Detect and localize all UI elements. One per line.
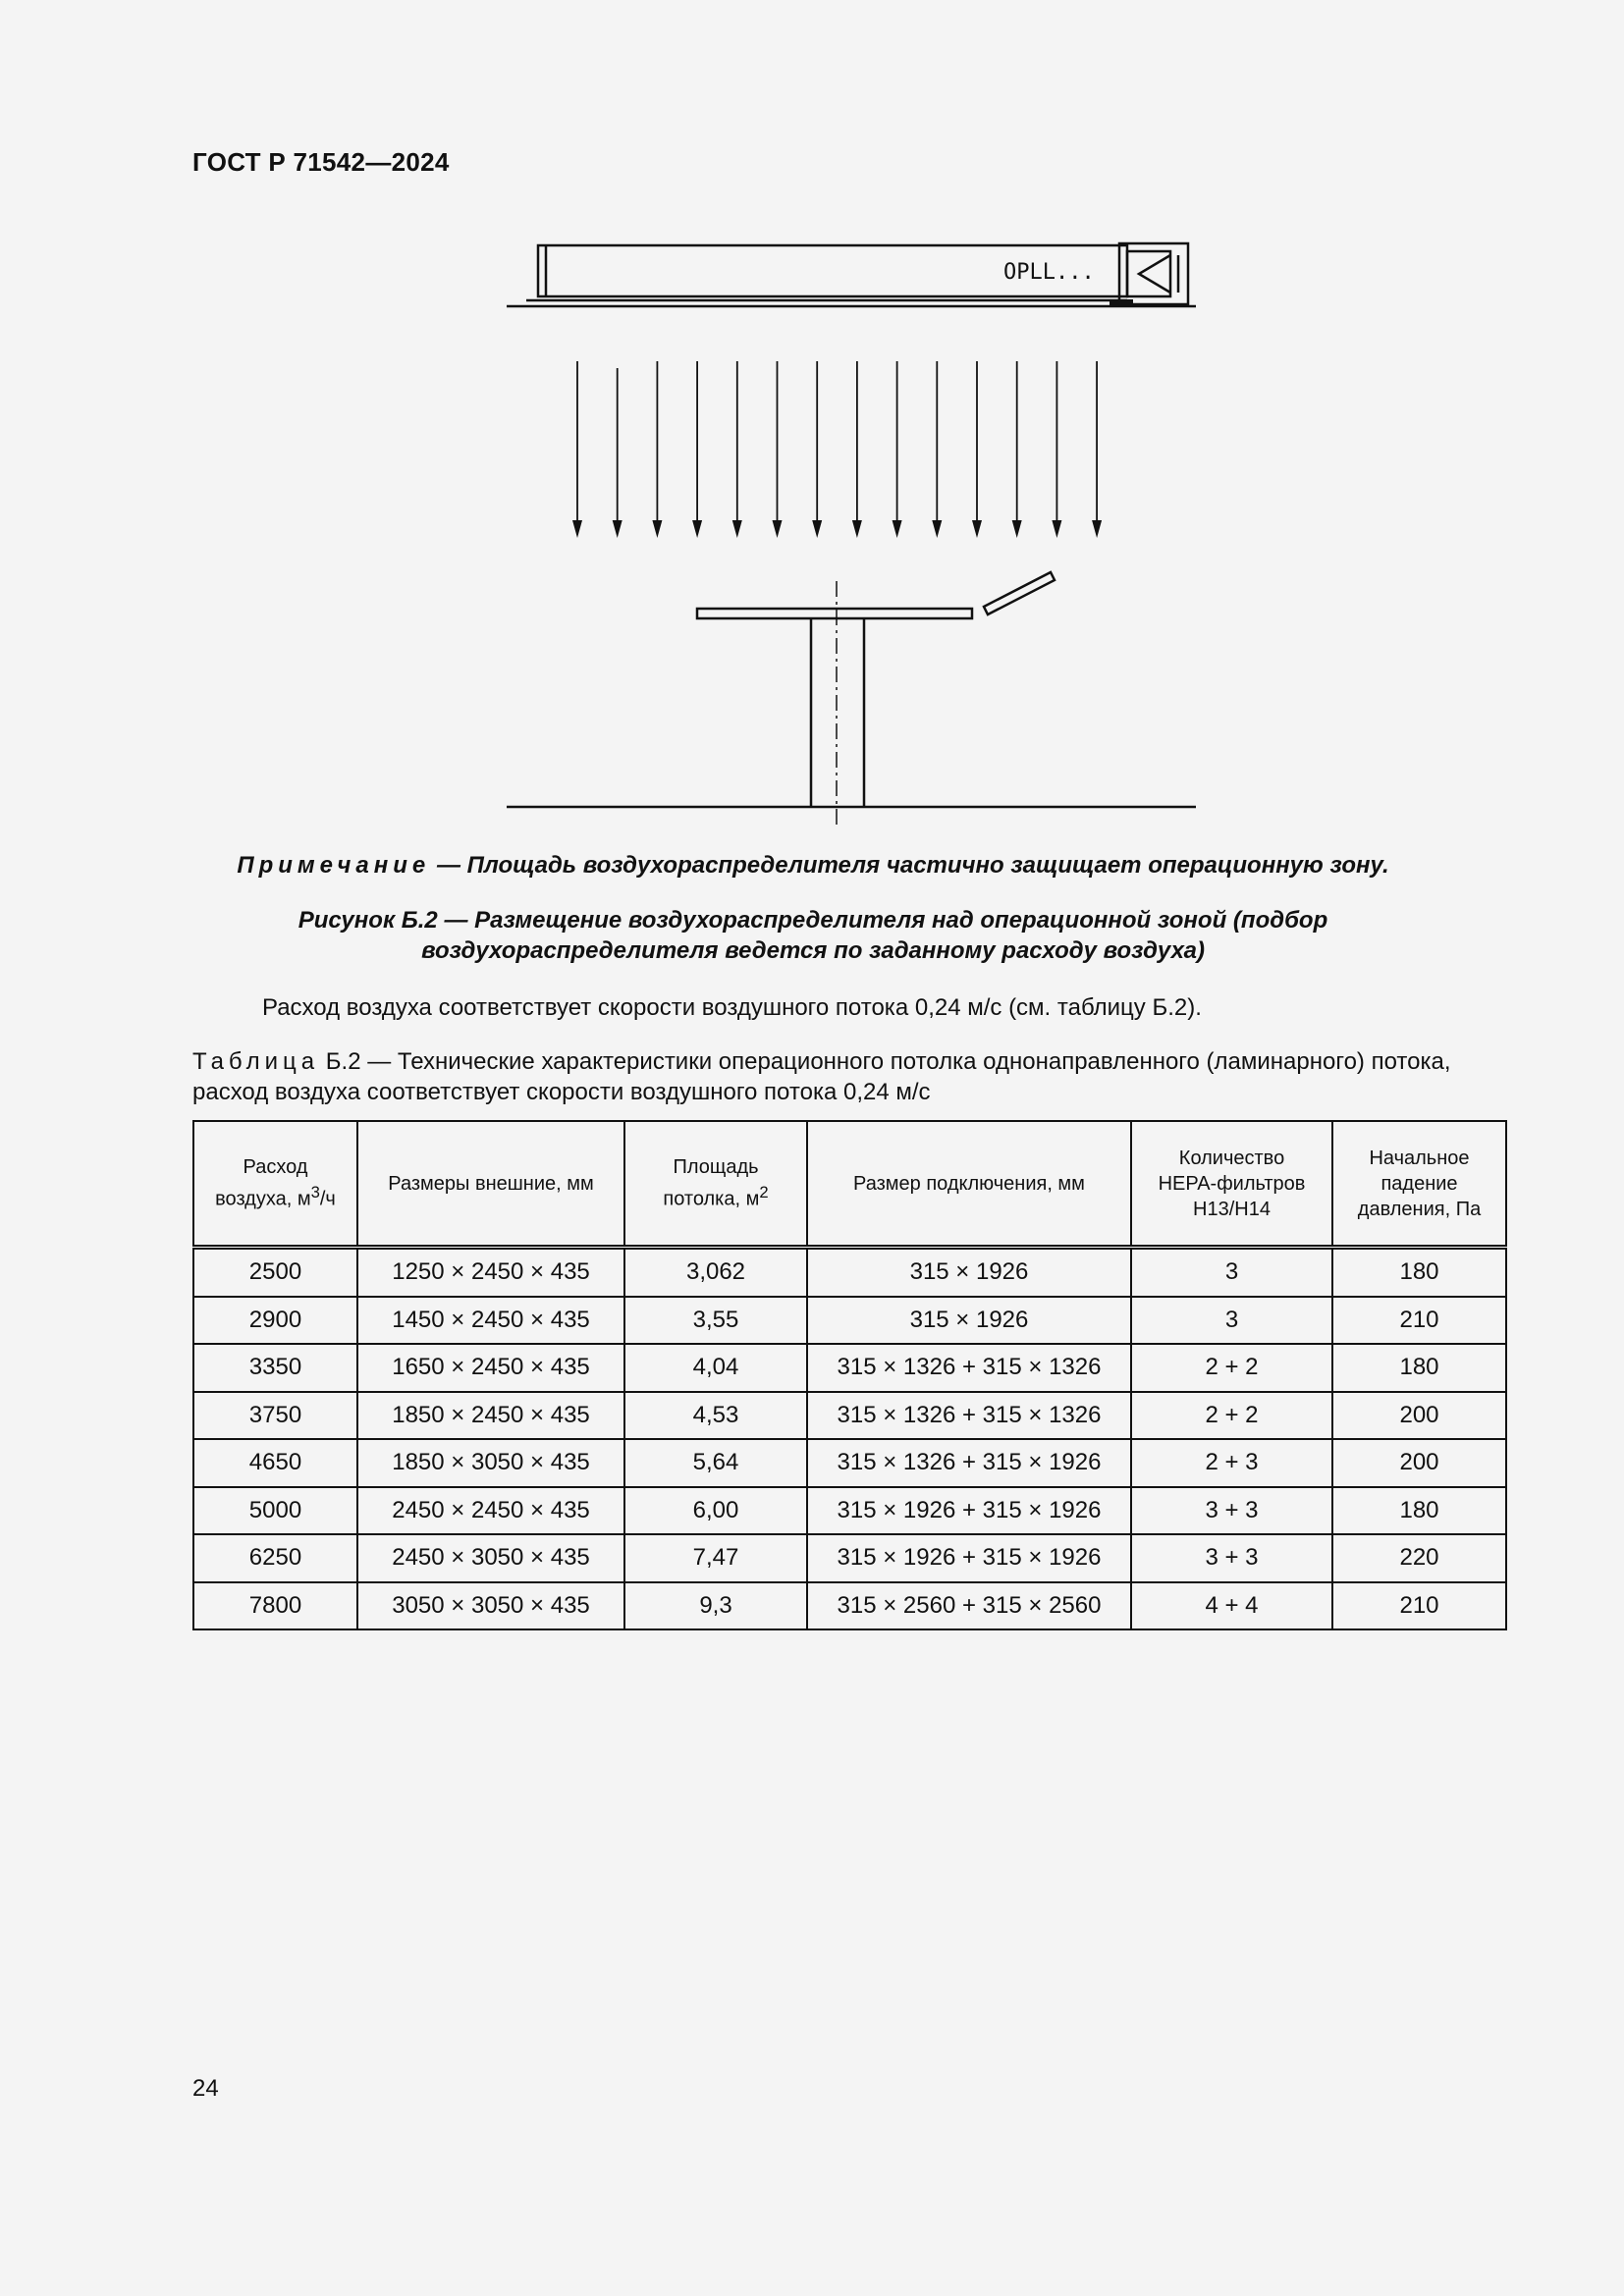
device-label: OPLL...	[1003, 260, 1095, 285]
table-cell: 4 + 4	[1131, 1582, 1332, 1630]
table-cell: 5,64	[624, 1439, 807, 1487]
table-title-line-1: Б.2 — Технические характеристики операционного потолка однонаправленного (ламинарного) потока,	[319, 1048, 1451, 1075]
head-rest	[984, 572, 1055, 614]
airflow-arrow-head	[1092, 520, 1102, 538]
table-cell: 7800	[193, 1582, 357, 1630]
airflow-arrow-head	[692, 520, 702, 538]
airflow-arrow-head	[1052, 520, 1061, 538]
header-hepa-count: Количество HEPA-фильтров H13/H14	[1131, 1121, 1332, 1248]
airflow-arrows	[572, 361, 1102, 538]
table-cell: 2500	[193, 1248, 357, 1297]
airflow-arrow-head	[572, 520, 582, 538]
table-cell: 1450 × 2450 × 435	[357, 1297, 624, 1345]
table-cell: 315 × 1926	[807, 1297, 1131, 1345]
table-cell: 9,3	[624, 1582, 807, 1630]
airflow-arrow-head	[773, 520, 783, 538]
table-cell: 220	[1332, 1534, 1506, 1582]
table-cell: 315 × 1926 + 315 × 1926	[807, 1534, 1131, 1582]
table-cell: 315 × 1326 + 315 × 1926	[807, 1439, 1131, 1487]
airflow-arrow-head	[1012, 520, 1022, 538]
table-header-row	[193, 1121, 1506, 1248]
table-cell: 315 × 2560 + 315 × 2560	[807, 1582, 1131, 1630]
airflow-arrow-head	[852, 520, 862, 538]
table-cell: 2 + 2	[1131, 1344, 1332, 1392]
airflow-arrow-head	[613, 520, 623, 538]
table-cell: 210	[1332, 1582, 1506, 1630]
table-cell: 3,55	[624, 1297, 807, 1345]
spec-table	[192, 1120, 1507, 1630]
table-cell: 315 × 1926	[807, 1248, 1131, 1297]
table-cell: 180	[1332, 1248, 1506, 1297]
table-cell: 4,53	[624, 1392, 807, 1440]
caption-line-2: воздухораспределителя ведется по заданному расходу воздуха)	[421, 937, 1205, 964]
airflow-arrow-head	[652, 520, 662, 538]
page-number: 24	[192, 2075, 219, 2102]
table-row	[193, 1582, 1506, 1630]
table-cell: 200	[1332, 1439, 1506, 1487]
airflow-arrow-head	[893, 520, 902, 538]
figure-caption	[192, 905, 1434, 966]
table-title-line-2: расход воздуха соответствует скорости воздушного потока 0,24 м/с	[192, 1079, 931, 1105]
table-cell: 3750	[193, 1392, 357, 1440]
header-outer-dimensions: Размеры внешние, мм	[357, 1121, 624, 1248]
header-airflow: Расход воздуха, $м^3/ч$	[193, 1121, 357, 1248]
table-cell: 7,47	[624, 1534, 807, 1582]
table-cell: 180	[1332, 1487, 1506, 1535]
table-row	[193, 1392, 1506, 1440]
operating-table-top	[697, 609, 972, 618]
airflow-arrow-head	[932, 520, 942, 538]
table-cell: 6250	[193, 1534, 357, 1582]
table-cell: 180	[1332, 1344, 1506, 1392]
table-cell: 2900	[193, 1297, 357, 1345]
table-cell: 200	[1332, 1392, 1506, 1440]
caption-line-1: Рисунок Б.2 — Размещение воздухораспределителя над операционной зоной (подбор	[298, 907, 1328, 934]
fan-symbol	[1139, 255, 1170, 293]
table-cell: 315 × 1326 + 315 × 1326	[807, 1344, 1131, 1392]
table-row	[193, 1248, 1506, 1297]
header-connection-size: Размер подключения, мм	[807, 1121, 1131, 1248]
table-cell: 3	[1131, 1248, 1332, 1297]
table-row	[193, 1534, 1506, 1582]
table-cell: 3050 × 3050 × 435	[357, 1582, 624, 1630]
table-cell: 210	[1332, 1297, 1506, 1345]
table-row	[193, 1344, 1506, 1392]
document-header: ГОСТ Р 71542—2024	[192, 147, 450, 177]
table-cell: 315 × 1326 + 315 × 1326	[807, 1392, 1131, 1440]
header-pressure-drop: Начальное падение давления, Па	[1332, 1121, 1506, 1248]
table-label: Таблица	[192, 1048, 320, 1075]
airflow-arrow-head	[812, 520, 822, 538]
table-cell: 4,04	[624, 1344, 807, 1392]
table-cell: 6,00	[624, 1487, 807, 1535]
note-label: Примечание	[237, 852, 431, 879]
airflow-diagram	[491, 226, 1237, 834]
table-cell: 4650	[193, 1439, 357, 1487]
table-cell: 3,062	[624, 1248, 807, 1297]
table-cell: 3 + 3	[1131, 1534, 1332, 1582]
note-text: — Площадь воздухораспределителя частично защищает операционную зону.	[430, 852, 1389, 879]
table-cell: 315 × 1926 + 315 × 1926	[807, 1487, 1131, 1535]
table-cell: 2 + 2	[1131, 1392, 1332, 1440]
table-cell: 2 + 3	[1131, 1439, 1332, 1487]
table-cell: 3350	[193, 1344, 357, 1392]
table-row	[193, 1439, 1506, 1487]
table-title	[192, 1046, 1508, 1107]
header-ceiling-area: Площадь потолка, $м^2$	[624, 1121, 807, 1248]
paragraph: Расход воздуха соответствует скорости воздушного потока 0,24 м/с (см. таблицу Б.2).	[262, 994, 1202, 1021]
table-cell: 5000	[193, 1487, 357, 1535]
airflow-figure	[491, 226, 1237, 834]
table-cell: 1850 × 3050 × 435	[357, 1439, 624, 1487]
table-cell: 2450 × 2450 × 435	[357, 1487, 624, 1535]
table-cell: 1650 × 2450 × 435	[357, 1344, 624, 1392]
figure-note	[192, 852, 1434, 880]
airflow-arrow-head	[972, 520, 982, 538]
table-cell: 3	[1131, 1297, 1332, 1345]
airflow-arrow-head	[732, 520, 742, 538]
table-cell: 1850 × 2450 × 435	[357, 1392, 624, 1440]
table-row	[193, 1487, 1506, 1535]
table-cell: 3 + 3	[1131, 1487, 1332, 1535]
table-row	[193, 1297, 1506, 1345]
table-cell: 2450 × 3050 × 435	[357, 1534, 624, 1582]
table-cell: 1250 × 2450 × 435	[357, 1248, 624, 1297]
